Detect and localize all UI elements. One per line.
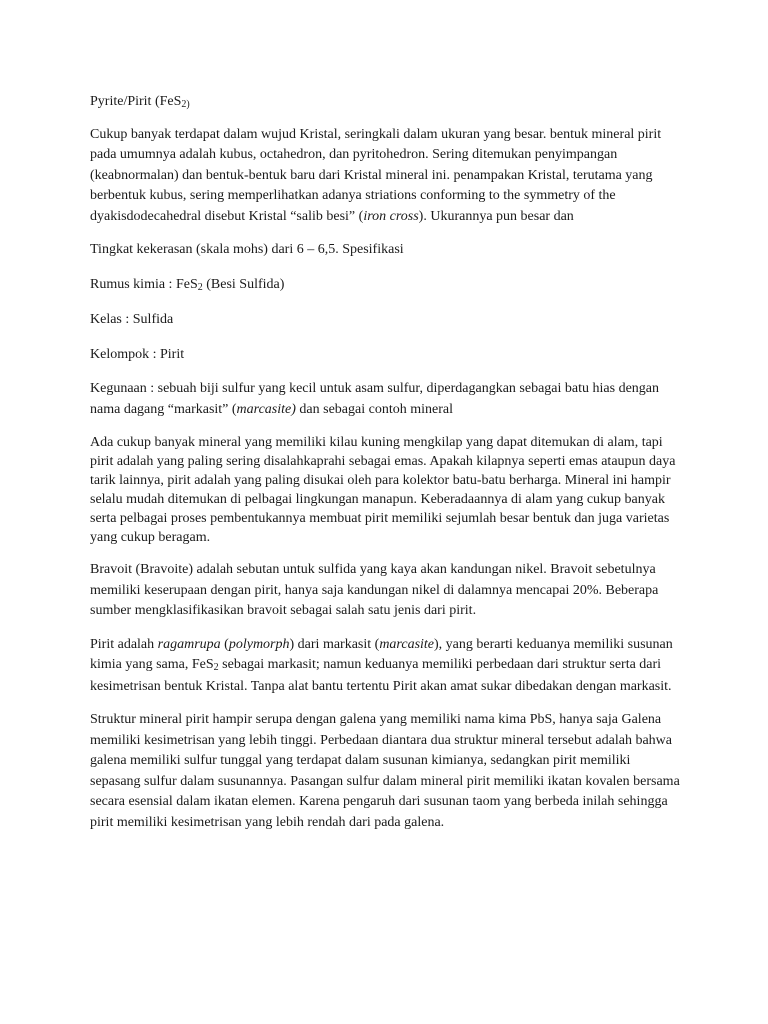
document-title: Pyrite/Pirit (FeS$_{2)}$ bbox=[90, 94, 190, 110]
paragraph-usage: Kegunaan : sebuah biji sulfur yang kecil untuk asam sulfur, diperdagangkan sebagai batu hias dengan nama dagang “markasit” (marcasite) dan sebagai contoh mineral bbox=[90, 381, 659, 417]
paragraph-polymorph: Pirit adalah ragamrupa (polymorph) dari markasit (marcasite), yang berarti keduanya memiliki susunan kimia yang sama, FeS$_2$ sebagai markasit; namun keduanya memiliki perbedaan dari struktur serta dari kesimetrisan bentuk Kristal. Tanpa alat bantu tertentu Pirit akan amat sukar dibedakan dengan markasit. bbox=[90, 636, 673, 694]
paragraph-group: Kelompok : Pirit bbox=[90, 346, 185, 362]
paragraph-bravoite: Bravoit (Bravoite) adalah sebutan untuk sulfida yang kaya akan kandungan nikel. Bravoit sebetulnya memiliki keserupaan dengan pirit, hanya saja kandungan nikel di dalamnya mencapai 20%. Beberapa sumber mengklasifikasikan bravoit sebagai salah satu jenis dari pirit. bbox=[90, 562, 659, 618]
paragraph-luster: Ada cukup banyak mineral yang memiliki kilau kuning mengkilap yang dapat ditemukan di alam, tapi pirit adalah yang paling sering disalahkaprahi sebagai emas. Apakah kilapnya seperti emas ataupun daya tarik lainnya, pirit adalah yang paling disukai oleh para kolektor batu-batu berharga. Mineral ini hampir selalu mudah ditemukan di pelbagai lingkungan manapun. Keberadaannya di alam yang cukup banyak serta pelbagai proses pembentukannya membuat pirit memiliki sejumlah besar bentuk dan juga varietas yang cukup beragam. bbox=[90, 435, 676, 545]
paragraph-chemical-formula: Rumus kimia : FeS$_2$ (Besi Sulfida) bbox=[90, 276, 285, 293]
paragraph-structure: Struktur mineral pirit hampir serupa dengan galena yang memiliki nama kima PbS, hanya saja Galena memiliki kesimetrisan yang lebih tinggi. Perbedaan diantara dua struktur mineral tersebut adalah bahwa galena memiliki sulfur tunggal yang terdapat dalam susunan kimianya, sedangkan pirit memiliki sepasang sulfur dalam susunannya. Pasangan sulfur dalam mineral pirit memiliki ikatan kovalen bersama secara esensial dalam ikatan elemen. Karena pengaruh dari susunan taom yang berbeda inilah sehingga pirit memiliki kesimetrisan yang lebih rendah dari pada galena. bbox=[90, 712, 680, 830]
paragraph-hardness: Tingkat kekerasan (skala mohs) dari 6 – 6,5. Spesifikasi bbox=[90, 242, 404, 257]
paragraph-class: Kelas : Sulfida bbox=[90, 312, 174, 327]
document-body bbox=[90, 92, 680, 846]
paragraph-crystal-form: Cukup banyak terdapat dalam wujud Kristal, seringkali dalam ukuran yang besar. bentuk mineral pirit pada umumnya adalah kubus, octahedron, dan pyritohedron. Sering ditemukan penyimpangan (keabnormalan) dan bentuk-bentuk baru dari Kristal mineral ini. penampakan Kristal, terutama yang berbentuk kubus, sering memperlihatkan adanya striations conforming to the symmetry of the dyakisdodecahedral disebut Kristal “salib besi” (iron cross). Ukurannya pun besar dan bbox=[90, 126, 662, 224]
